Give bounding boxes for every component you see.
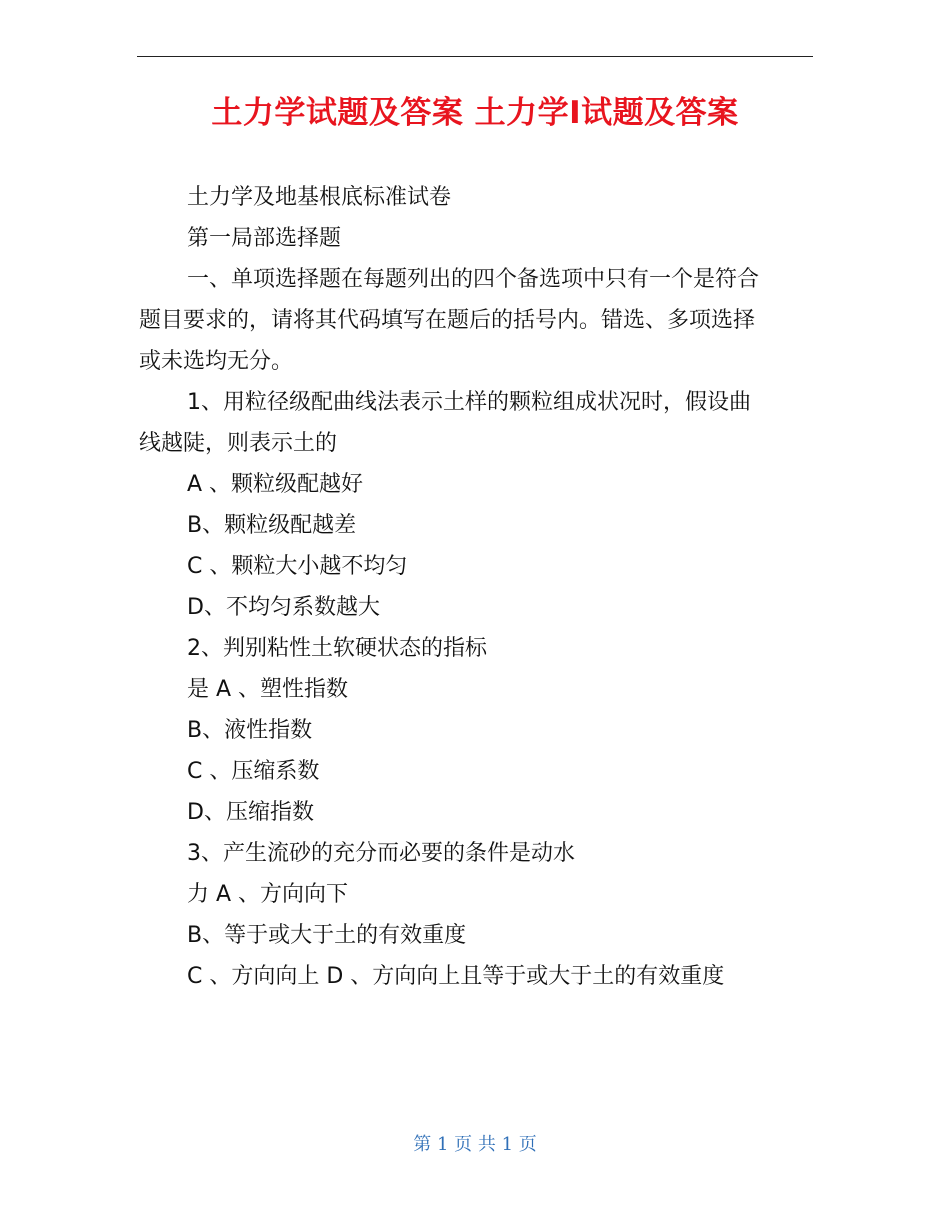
question-line: 3、产生流砂的充分而必要的条件是动水	[187, 841, 575, 866]
paragraph-line: 题目要求的，请将其代码填写在题后的括号内。错选、多项选择	[139, 308, 756, 333]
option-line: C 、压缩系数	[187, 759, 320, 784]
paragraph-line: 一、单项选择题在每题列出的四个备选项中只有一个是符合	[187, 267, 760, 292]
option-line: C 、方向向上 D 、方向向上且等于或大于土的有效重度	[187, 964, 725, 989]
paragraph-line: 土力学及地基根底标准试卷	[187, 185, 452, 210]
question-line: 1、用粒径级配曲线法表示土样的颗粒组成状况时，假设曲	[187, 390, 751, 415]
option-line: C 、颗粒大小越不均匀	[187, 554, 408, 579]
page-footer: 第 1 页 共 1 页	[413, 1134, 537, 1155]
option-line: 力 A 、方向向下	[187, 882, 349, 907]
option-line: B、等于或大于土的有效重度	[187, 923, 467, 948]
paragraph-line: 或未选均无分。	[139, 349, 294, 374]
paragraph-line: 第一局部选择题	[187, 226, 342, 251]
option-line: A 、颗粒级配越好	[187, 472, 364, 497]
option-line: B、液性指数	[187, 718, 313, 743]
header-rule	[137, 56, 813, 57]
document-title: 土力学试题及答案 土力学Ⅰ试题及答案	[211, 95, 739, 131]
option-line: 是 A 、塑性指数	[187, 677, 349, 702]
question-line: 线越陡，则表示土的	[139, 431, 338, 456]
option-line: D、压缩指数	[187, 800, 314, 825]
option-line: D、不均匀系数越大	[187, 595, 380, 620]
option-line: B、颗粒级配越差	[187, 513, 357, 538]
document-body	[139, 177, 799, 997]
question-line: 2、判别粘性土软硬状态的指标	[187, 636, 487, 661]
